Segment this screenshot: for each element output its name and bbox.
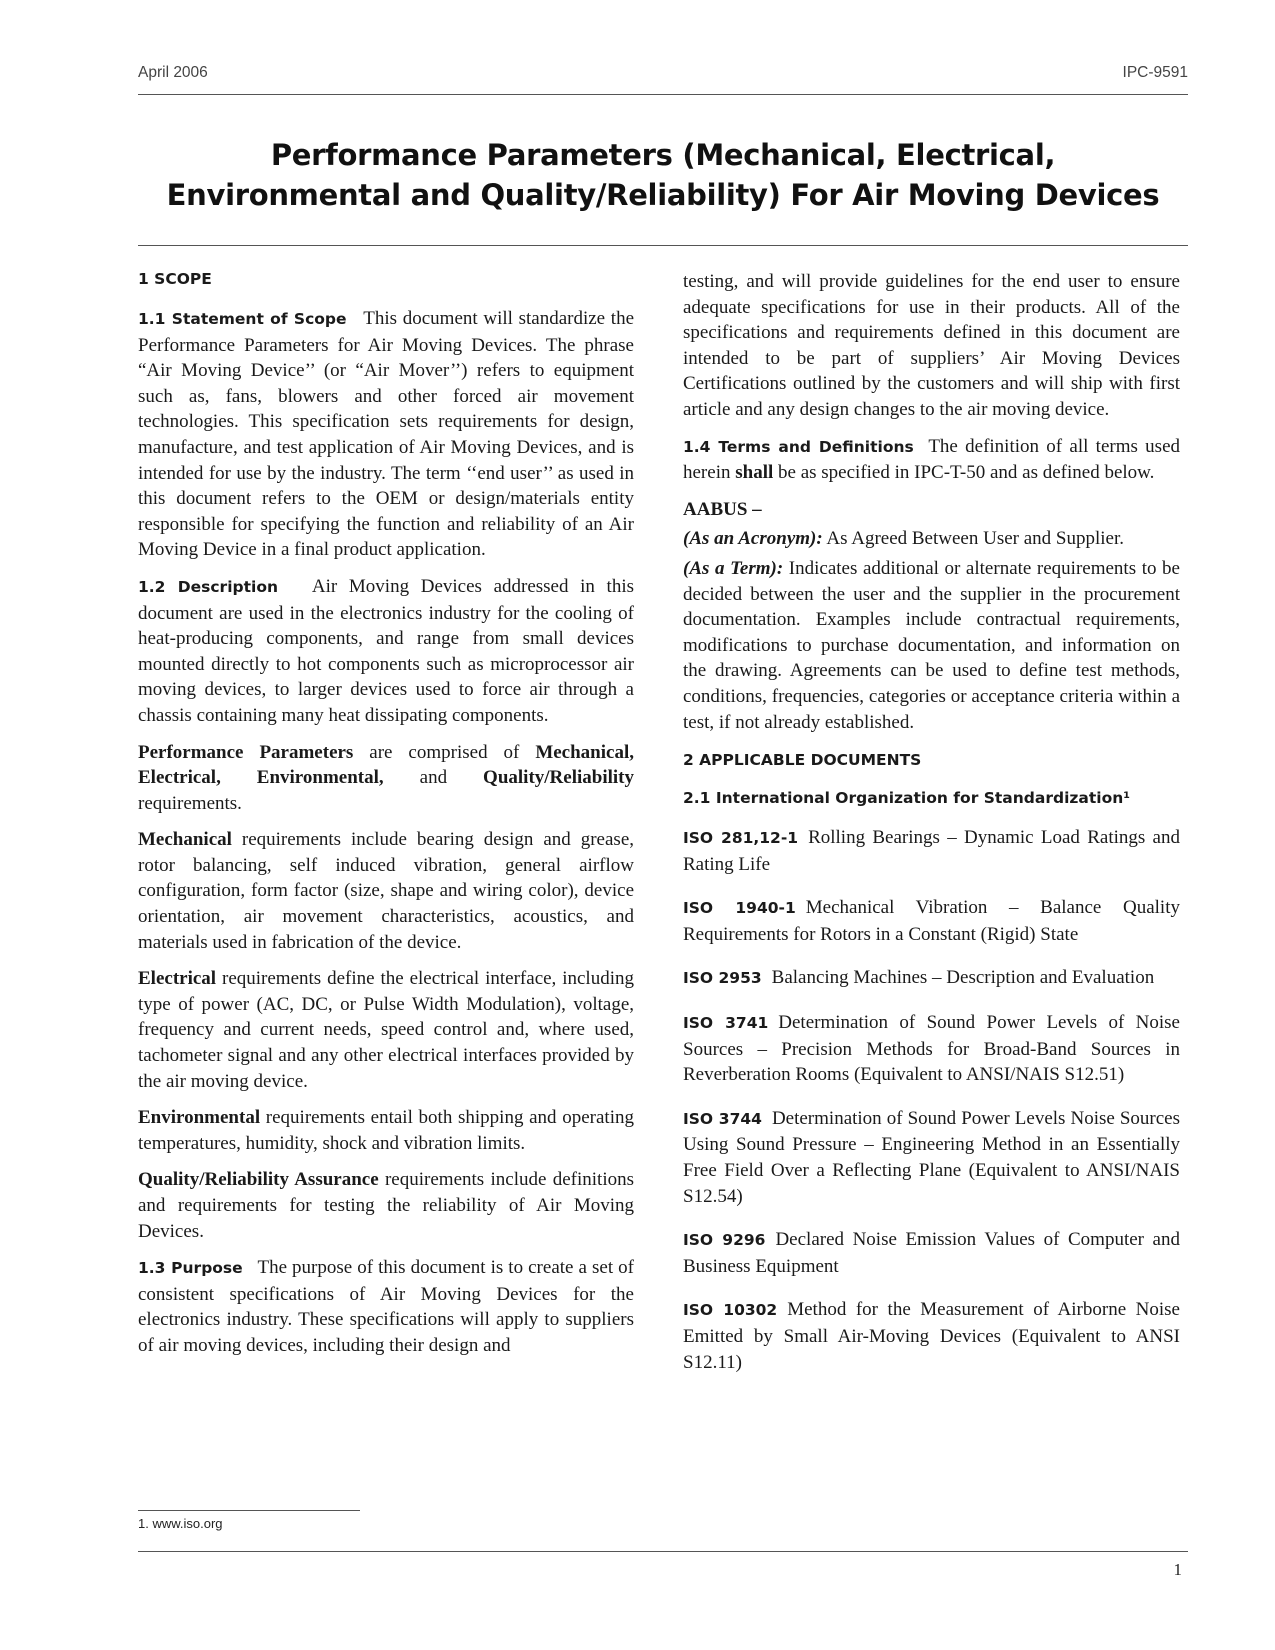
aabus-acronym-def (683, 526, 1180, 552)
environmental-text: requirements entail both shipping and operating temperatures, humidity, shock and vibration limits. (138, 1107, 634, 1154)
page-number: 1 (1173, 1560, 1182, 1579)
iso-title: Declared Noise Emission Values of Computer and Business Equipment (683, 1229, 1180, 1277)
iso-title: Determination of Sound Power Levels of Noise Sources – Precision Methods for Broad-Band Sources in Reverberation Rooms (Equivalent to ANSI/NAIS S12.51) (683, 1012, 1180, 1086)
quality-term: Quality/Reliability Assurance (138, 1169, 379, 1191)
iso-reference-item (683, 1227, 1180, 1279)
iso-code: ISO 9296 (683, 1231, 766, 1250)
right-column (683, 269, 1180, 1393)
section-1-4-shall: shall (735, 462, 774, 484)
section-1-4-text-1: The definition of all terms used herein (683, 435, 1180, 484)
iso-reference-item (683, 825, 1180, 877)
iso-title: Rolling Bearings – Dynamic Load Ratings and Rating Life (683, 827, 1180, 875)
section-1-4-text-2: be as specified in IPC-T-50 and as defined below. (773, 462, 1155, 484)
header-date: April 2006 (138, 64, 208, 81)
iso-code: ISO 3741 (683, 1014, 769, 1033)
page-title (138, 135, 1188, 215)
footnote: 1. www.iso.org (138, 1516, 223, 1531)
section-1-4-heading: 1.4 Terms and Definitions (683, 437, 914, 456)
environmental-paragraph (138, 1105, 634, 1156)
mechanical-paragraph (138, 827, 634, 955)
section-1-2-heading: 1.2 Description (138, 577, 279, 596)
section-1-2 (138, 574, 634, 729)
quality-text: requirements include definitions and requirements for testing the reliability of Air Moving Devices. (138, 1169, 634, 1242)
quality-paragraph (138, 1167, 634, 1244)
iso-reference-item (683, 965, 1180, 992)
section-1-4 (683, 434, 1180, 486)
mechanical-term: Mechanical (138, 829, 232, 851)
pp-text-3: requirements. (138, 792, 242, 814)
pp-text-2: and (383, 767, 484, 789)
pp-bold-2: Mechanical, Electrical, Environmental, (138, 741, 634, 789)
mechanical-text: requirements include bearing design and grease, rotor balancing, self induced vibration, general airflow configuration, form factor (size, shape and wiring color), device orientation, air movement characteristics, acoustics, and materials used in fabrication of the device. (138, 829, 634, 953)
section-1-3-heading: 1.3 Purpose (138, 1259, 243, 1278)
pp-text-1: are comprised of (353, 741, 536, 763)
electrical-term: Electrical (138, 968, 217, 990)
iso-reference-item (683, 1010, 1180, 1088)
section-1-1 (138, 306, 634, 563)
footer-rule (138, 1551, 1188, 1552)
iso-title: Balancing Machines – Description and Evaluation (771, 967, 1155, 989)
iso-title: Determination of Sound Power Levels Noise Sources Using Sound Pressure – Engineering Method in an Essentially Free Field Over a Reflecting Plane (Equivalent to ANSI/NAIS S12.54) (683, 1107, 1180, 1207)
aabus-term: AABUS – (683, 498, 762, 520)
title-line-1: Performance Parameters (Mechanical, Electrical, (270, 138, 1056, 172)
iso-title: Mechanical Vibration – Balance Quality Requirements for Rotors in a Constant (Rigid) State (683, 897, 1180, 945)
term-text: Indicates additional or alternate requirements to be decided between the user and the supplier in the procurement documentation. Examples include contractual requirements, modifications to purchase documentation, and information on the drawing. Agreements can be used to define test methods, conditions, frequencies, categories or acceptance criteria within a test, if not already established. (683, 557, 1180, 733)
section-1-1-heading: 1.1 Statement of Scope (138, 310, 347, 328)
header-rule (138, 94, 1188, 95)
acronym-label: (As an Acronym): (683, 528, 823, 550)
aabus-term-def (683, 556, 1180, 735)
iso-reference-list (683, 825, 1180, 1375)
electrical-text: requirements define the electrical interface, including type of power (AC, DC, or Pulse Width Modulation), voltage, frequency and current needs, speed control and, where used, tachometer signal and any other electrical interfaces provided by the air moving device. (138, 968, 634, 1092)
electrical-paragraph (138, 966, 634, 1094)
iso-code: ISO 10302 (683, 1301, 778, 1320)
performance-parameters-paragraph (138, 740, 634, 817)
section-1-heading: 1 SCOPE (138, 270, 212, 288)
title-rule (138, 245, 1188, 246)
iso-reference-item (683, 1106, 1180, 1209)
section-1-3-text: The purpose of this document is to create a set of consistent specifications of Air Moving Devices for the electronics industry. These specifications will apply to suppliers of air moving devices, including their design and (138, 1257, 634, 1356)
purpose-continued: testing, and will provide guidelines for the end user to ensure adequate specifications for use in their products. All of the specifications and requirements defined in this document are intended to be part of suppliers’ Air Moving Devices Certifications outlined by the customers and will ship with first article and any design changes to the air moving device. (683, 271, 1180, 420)
iso-code: ISO 3744 (683, 1109, 762, 1128)
section-1-3 (138, 1255, 634, 1358)
iso-reference-item (683, 895, 1180, 947)
pp-bold-3: Quality/Reliability (483, 767, 634, 789)
pp-bold-1: Performance Parameters (138, 741, 354, 763)
iso-code: ISO 281,12-1 (683, 829, 799, 848)
section-1-2-text: Air Moving Devices addressed in this document are used in the electronics industry for the cooling of heat-producing components, and range from small devices mounted directly to hot components such as microprocessor air moving devices, to larger devices used to force air through a chassis containing many heat dissipating components. (138, 575, 635, 726)
header-doc-id: IPC-9591 (1122, 64, 1188, 81)
left-column (138, 268, 634, 1370)
iso-reference-item (683, 1297, 1180, 1375)
environmental-term: Environmental (138, 1107, 261, 1129)
iso-code: ISO 2953 (683, 969, 762, 988)
iso-title: Method for the Measurement of Airborne Noise Emitted by Small Air-Moving Devices (Equivalent to ANSI S12.11) (683, 1299, 1180, 1373)
title-line-2: Environmental and Quality/Reliability) For Air Moving Devices (166, 178, 1160, 212)
footnote-rule (138, 1510, 360, 1511)
term-label: (As a Term): (683, 557, 784, 579)
acronym-text: As Agreed Between User and Supplier. (822, 528, 1125, 550)
section-2-1-heading: 2.1 International Organization for Standardization¹ (683, 789, 1131, 808)
section-1-1-text: This document will standardize the Performance Parameters for Air Moving Devices. The phrase “Air Moving Device’’ (or “Air Mover’’) refers to equipment such as, fans, blowers and other forced air movement technologies. This specification sets requirements for design, manufacture, and test application of Air Moving Devices, and is intended for use by the industry. The term ‘‘end user’’ as used in this document refers to the OEM or design/materials entity responsible for specifying the function and reliability of an Air Moving Device in a final product application. (138, 308, 634, 561)
iso-code: ISO 1940-1 (683, 899, 796, 918)
section-2-heading: 2 APPLICABLE DOCUMENTS (683, 751, 922, 770)
